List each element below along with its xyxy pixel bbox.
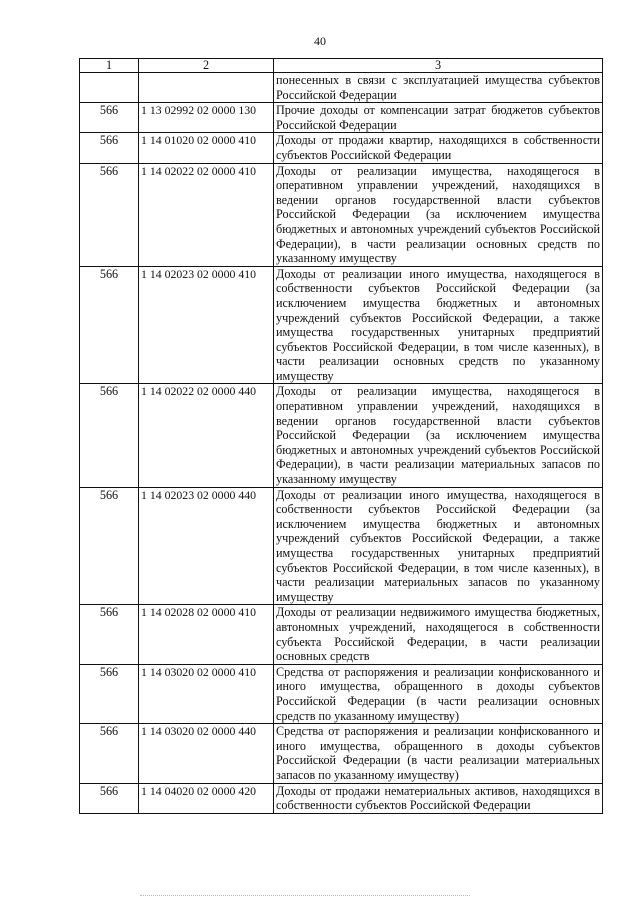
table-row [80,133,603,163]
budget-code-cell: 1 14 02022 02 0000 440 [139,384,274,487]
revenue-name-cell: Доходы от реализации имущества, находящегося в оперативном управлении учреждений, находящихся в ведении органов государственной власти субъектов Российской Федерации (за исключением имущества бюджетных и автономных учреждений субъектов Российской Федерации), в части реализации основных средств по указанному имуществу [274,163,603,266]
admin-code-cell: 566 [80,163,139,266]
table-row [80,724,603,783]
budget-code-cell: 1 14 04020 02 0000 420 [139,783,274,813]
budget-code-cell: 1 14 02022 02 0000 410 [139,163,274,266]
budget-code-cell: 1 13 02992 02 0000 130 [139,103,274,133]
admin-code-cell: 566 [80,605,139,664]
budget-code-cell: 1 14 03020 02 0000 410 [139,664,274,723]
budget-code-cell: 1 14 03020 02 0000 440 [139,724,274,783]
admin-code-cell: 566 [80,783,139,813]
admin-code-cell: 566 [80,664,139,723]
budget-code-cell: 1 14 02023 02 0000 440 [139,487,274,605]
revenue-name-cell: Средства от распоряжения и реализации конфискованного и иного имущества, обращенного в доходы субъектов Российской Федерации (в части реализации материальных запасов по указанному имуществу) [274,724,603,783]
table-row [80,163,603,266]
table-header-row [80,59,603,73]
continuation-text: понесенных в связи с эксплуатацией имущества субъектов Российской Федерации [274,73,603,103]
table-row [80,605,603,664]
column-header-3: 3 [274,59,603,73]
table-row [80,384,603,487]
admin-code-cell: 566 [80,724,139,783]
revenue-codes-table [79,58,603,814]
column-header-2: 2 [139,59,274,73]
scan-artifact-line [140,895,470,897]
budget-code-cell: 1 14 02028 02 0000 410 [139,605,274,664]
table-row [80,664,603,723]
revenue-name-cell: Доходы от реализации недвижимого имущества бюджетных, автономных учреждений, находящегося в собственности субъекта Российской Федерации, в части реализации основных средств [274,605,603,664]
table-row [80,783,603,813]
revenue-name-cell: Доходы от продажи квартир, находящихся в собственности субъектов Российской Федерации [274,133,603,163]
revenue-name-cell: Доходы от реализации имущества, находящегося в оперативном управлении учреждений, находящихся в ведении органов государственной власти субъектов Российской Федерации (за исключением имущества бюджетных и автономных учреждений субъектов Российской Федерации), в части реализации материальных запасов по указанному имуществу [274,384,603,487]
continuation-code-cell [139,73,274,103]
revenue-name-cell: Доходы от реализации иного имущества, находящегося в собственности субъектов Российской Федерации (за исключением имущества бюджетных и автономных учреждений субъектов Российской Федерации, а также имущества государственных унитарных предприятий субъектов Российской Федерации, в том числе казенных), в части реализации материальных запасов по указанному имуществу [274,487,603,605]
table-row [80,266,603,384]
admin-code-cell: 566 [80,133,139,163]
revenue-name-cell: Прочие доходы от компенсации затрат бюджетов субъектов Российской Федерации [274,103,603,133]
admin-code-cell: 566 [80,384,139,487]
budget-code-cell: 1 14 02023 02 0000 410 [139,266,274,384]
continuation-row [80,73,603,103]
revenue-name-cell: Доходы от продажи нематериальных активов, находящихся в собственности субъектов Российской Федерации [274,783,603,813]
page-number: 40 [314,34,326,48]
column-header-1: 1 [80,59,139,73]
budget-code-cell: 1 14 01020 02 0000 410 [139,133,274,163]
admin-code-cell: 566 [80,103,139,133]
table-row [80,103,603,133]
table-row [80,487,603,605]
revenue-name-cell: Средства от распоряжения и реализации конфискованного и иного имущества, обращенного в доходы субъектов Российской Федерации (в части реализации основных средств по указанному имуществу) [274,664,603,723]
revenue-name-cell: Доходы от реализации иного имущества, находящегося в собственности субъектов Российской Федерации (за исключением имущества бюджетных и автономных учреждений субъектов Российской Федерации, а также имущества государственных унитарных предприятий субъектов Российской Федерации, в том числе казенных), в части реализации основных средств по указанному имуществу [274,266,603,384]
admin-code-cell: 566 [80,266,139,384]
admin-code-cell: 566 [80,487,139,605]
continuation-admin-cell [80,73,139,103]
